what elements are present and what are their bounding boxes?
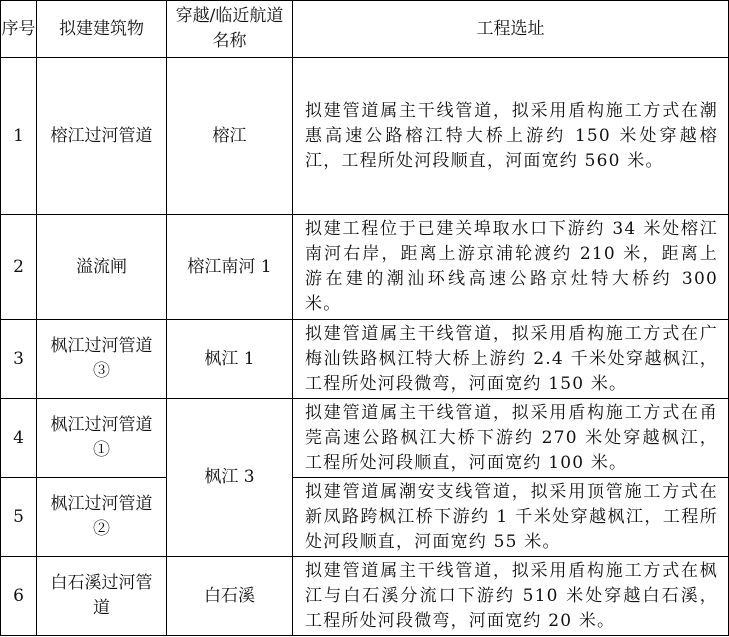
cell-seq: 2	[1, 215, 37, 320]
cell-structure: 溢流闸	[37, 215, 167, 320]
cell-site: 拟建管道属主干线管道，拟采用盾构施工方式在广梅汕铁路枫江特大桥上游约 2.4 千米处穿越枫江，工程所处河段微弯，河面宽约 150 米。	[293, 320, 729, 399]
table-row	[1, 58, 729, 215]
cell-waterway: 白石溪	[167, 557, 293, 636]
cell-structure: 枫江过河管道①	[37, 399, 167, 478]
table-row	[1, 478, 729, 557]
cell-structure: 白石溪过河管道	[37, 557, 167, 636]
cell-site: 拟建管道属主干线管道，拟采用盾构施工方式在枫江与白石溪分流口下游约 510 米处穿越白石溪，工程所处河段微弯，河面宽约 20 米。	[293, 557, 729, 636]
table-row	[1, 320, 729, 399]
cell-waterway: 榕江南河 1	[167, 215, 293, 320]
cell-structure: 枫江过河管道②	[37, 478, 167, 557]
header-site: 工程选址	[293, 1, 729, 58]
cell-seq: 5	[1, 478, 37, 557]
cell-site: 拟建工程位于已建关埠取水口下游约 34 米处榕江南河右岸，距离上游京浦轮渡约 210 米，距离上游在建的潮汕环线高速公路京灶特大桥约 300 米。	[293, 215, 729, 320]
cell-seq: 1	[1, 58, 37, 215]
cell-waterway: 枫江 3	[167, 399, 293, 557]
cell-waterway: 榕江	[167, 58, 293, 215]
header-seq: 序号	[1, 1, 37, 58]
cell-structure: 榕江过河管道	[37, 58, 167, 215]
table-row	[1, 399, 729, 478]
table-row	[1, 557, 729, 636]
cell-site: 拟建管道属主干线管道，拟采用盾构施工方式在潮惠高速公路榕江特大桥上游约 150 米处穿越榕江，工程所处河段顺直，河面宽约 560 米。	[293, 58, 729, 215]
cell-seq: 3	[1, 320, 37, 399]
cell-structure: 枫江过河管道③	[37, 320, 167, 399]
table-header-row	[1, 1, 729, 58]
cell-site: 拟建管道属主干线管道，拟采用盾构施工方式在甬莞高速公路枫江大桥下游约 270 米处穿越枫江，工程所处河段顺直，河面宽约 100 米。	[293, 399, 729, 478]
cell-waterway: 枫江 1	[167, 320, 293, 399]
cell-seq: 4	[1, 399, 37, 478]
table-row	[1, 215, 729, 320]
cell-seq: 6	[1, 557, 37, 636]
header-structure: 拟建建筑物	[37, 1, 167, 58]
cell-site: 拟建管道属潮安支线管道，拟采用顶管施工方式在新凤路跨枫江桥下游约 1 千米处穿越枫江，工程所处河段顺直，河面宽约 55 米。	[293, 478, 729, 557]
header-waterway: 穿越/临近航道名称	[167, 1, 293, 58]
